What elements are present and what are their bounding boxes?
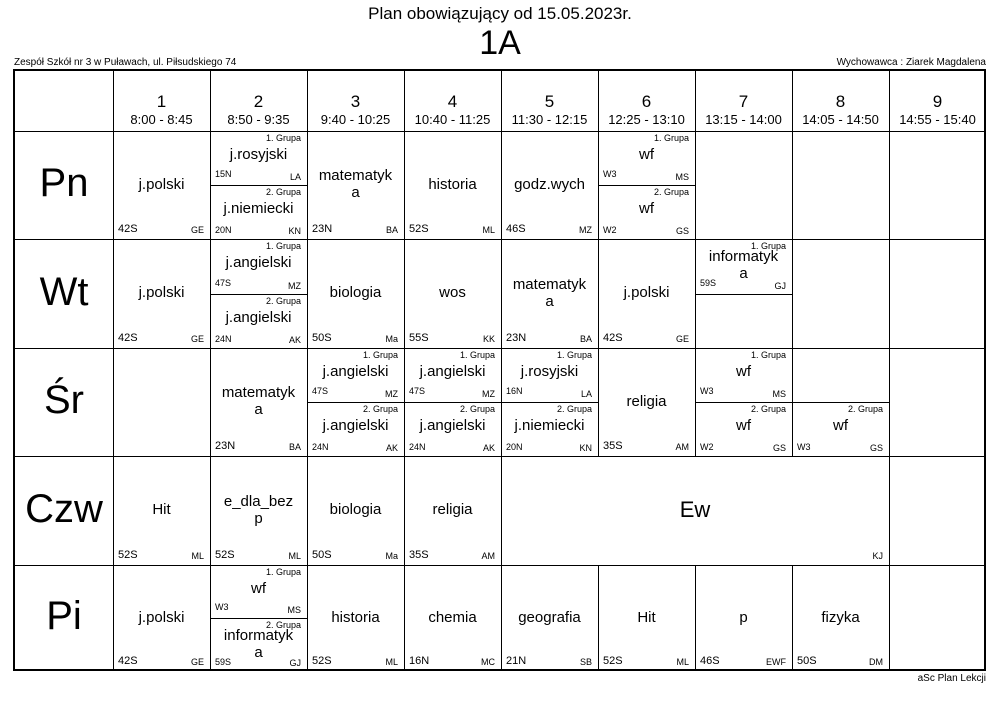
- room-label: 52S: [409, 223, 429, 235]
- room-label: 23N: [506, 332, 527, 344]
- day-label: Wt: [39, 269, 89, 314]
- teacher-code: ML: [482, 225, 495, 235]
- room-label: 52S: [603, 655, 623, 667]
- row-divider: [15, 565, 984, 566]
- period-time: 14:05 - 14:50: [802, 112, 879, 127]
- class-name: 1A: [479, 24, 521, 62]
- room-label: 35S: [603, 440, 623, 452]
- room-label: 20N: [215, 225, 232, 235]
- teacher-code: Ma: [385, 334, 398, 344]
- room-label: 23N: [215, 440, 236, 452]
- group-divider: [598, 185, 695, 186]
- room-label: 24N: [215, 334, 232, 344]
- lesson-subject: j.angielski: [322, 363, 389, 380]
- teacher-code: GE: [190, 334, 204, 344]
- teacher-code: GJ: [289, 658, 301, 668]
- lesson-subject: matematyk a: [512, 275, 587, 310]
- teacher-code: LA: [289, 172, 301, 182]
- teacher-code: GJ: [774, 281, 786, 291]
- teacher-code: MC: [481, 657, 495, 667]
- teacher-code: BA: [288, 442, 301, 452]
- group-label: 1. Grupa: [459, 350, 495, 360]
- room-label: W3: [797, 442, 811, 452]
- period-number: 3: [350, 92, 361, 111]
- teacher-code: AK: [482, 443, 495, 453]
- school-name: Zespół Szkół nr 3 w Puławach, ul. Piłsudskiego 74: [14, 57, 237, 68]
- lesson-subject: j.angielski: [419, 417, 486, 434]
- room-label: 16N: [409, 655, 430, 667]
- group-label: 1. Grupa: [362, 350, 398, 360]
- teacher-code: AK: [288, 335, 301, 345]
- group-divider: [210, 294, 307, 295]
- teacher-code: EWF: [766, 657, 786, 667]
- group-label: 2. Grupa: [847, 404, 883, 414]
- lesson-subject: wf: [639, 146, 654, 163]
- teacher-code: MZ: [288, 281, 301, 291]
- teacher-code: GE: [190, 657, 204, 667]
- lesson-subject: informatyk a: [708, 248, 779, 282]
- teacher-code: GE: [190, 225, 204, 235]
- teacher-code: MZ: [482, 389, 495, 399]
- room-label: W3: [215, 602, 229, 612]
- footer-credit: aSc Plan Lekcji: [917, 673, 986, 684]
- period-number: 1: [156, 92, 167, 111]
- homeroom-teacher: Wychowawca : Ziarek Magdalena: [836, 57, 986, 68]
- group-label: 2. Grupa: [653, 187, 689, 197]
- period-time: 13:15 - 14:00: [705, 112, 782, 127]
- room-label: 42S: [603, 332, 623, 344]
- column-divider: [792, 71, 793, 669]
- room-label: 46S: [700, 655, 720, 667]
- group-label: 1. Grupa: [556, 350, 592, 360]
- group-label: 1. Grupa: [750, 241, 786, 251]
- day-label: Pi: [46, 594, 82, 638]
- lesson-subject: historia: [428, 175, 477, 193]
- room-label: W2: [603, 225, 617, 235]
- day-label: Pn: [39, 161, 89, 205]
- group-label: 2. Grupa: [265, 187, 301, 197]
- room-label: 24N: [409, 442, 426, 452]
- period-number: 2: [253, 92, 264, 111]
- lesson-subject: Ew: [679, 496, 711, 522]
- timetable-grid: [13, 69, 986, 671]
- room-label: W3: [700, 386, 714, 396]
- period-number: 8: [835, 92, 846, 111]
- lesson-subject: biologia: [329, 501, 382, 518]
- teacher-code: BA: [385, 225, 398, 235]
- room-label: 59S: [700, 278, 717, 288]
- group-divider: [695, 402, 792, 403]
- room-label: 52S: [118, 549, 138, 561]
- lesson-subject: j.rosyjski: [520, 363, 579, 380]
- lesson-subject: wf: [833, 417, 848, 434]
- teacher-code: SB: [579, 657, 592, 667]
- period-time: 10:40 - 11:25: [414, 112, 491, 127]
- lesson-subject: informatyk a: [223, 627, 294, 661]
- lesson-subject: p: [739, 608, 748, 626]
- lesson-subject: religia: [432, 501, 473, 518]
- room-label: 52S: [312, 655, 332, 667]
- period-time: 14:55 - 15:40: [899, 112, 976, 127]
- room-label: 59S: [215, 657, 232, 667]
- teacher-code: KK: [482, 334, 495, 344]
- column-divider: [113, 71, 114, 669]
- room-label: W3: [603, 169, 617, 179]
- teacher-code: ML: [676, 657, 689, 667]
- lesson-subject: matematyk a: [221, 384, 296, 418]
- room-label: 46S: [506, 223, 526, 235]
- lesson-subject: j.polski: [138, 284, 185, 301]
- lesson-subject: j.angielski: [225, 309, 292, 326]
- teacher-code: KN: [288, 226, 301, 236]
- teacher-code: GS: [675, 226, 689, 236]
- lesson-subject: j.polski: [623, 284, 670, 301]
- lesson-subject: godz.wych: [514, 175, 585, 193]
- room-label: 50S: [312, 549, 332, 561]
- group-divider: [307, 402, 404, 403]
- lesson-subject: wf: [736, 417, 751, 434]
- room-label: 16N: [506, 386, 523, 396]
- lesson-subject: j.polski: [138, 175, 185, 193]
- room-label: 55S: [409, 332, 429, 344]
- period-time: 12:25 - 13:10: [608, 112, 685, 127]
- group-label: 2. Grupa: [362, 404, 398, 414]
- period-number: 7: [738, 92, 749, 111]
- group-label: 2. Grupa: [459, 404, 495, 414]
- teacher-code: LA: [580, 389, 592, 399]
- lesson-subject: religia: [626, 392, 667, 410]
- lesson-subject: j.niemiecki: [514, 417, 585, 434]
- lesson-subject: j.angielski: [322, 417, 389, 434]
- group-label: 2. Grupa: [265, 296, 301, 306]
- lesson-subject: j.polski: [138, 608, 185, 626]
- group-label: 2. Grupa: [556, 404, 592, 414]
- room-label: 47S: [215, 278, 232, 288]
- room-label: 42S: [118, 332, 138, 344]
- lesson-subject: biologia: [329, 284, 382, 301]
- teacher-code: GE: [675, 334, 689, 344]
- room-label: 42S: [118, 655, 138, 667]
- room-label: 20N: [506, 442, 523, 452]
- lesson-subject: wf: [251, 580, 266, 597]
- room-label: 52S: [215, 549, 235, 561]
- lesson-subject: geografia: [518, 608, 581, 626]
- lesson-subject: Hit: [637, 608, 656, 626]
- lesson-subject: fizyka: [821, 608, 860, 626]
- lesson-subject: j.niemiecki: [223, 200, 294, 217]
- period-number: 4: [447, 92, 458, 111]
- period-number: 6: [641, 92, 652, 111]
- group-label: 2. Grupa: [750, 404, 786, 414]
- period-number: 9: [932, 92, 943, 111]
- lesson-subject: j.rosyjski: [229, 146, 288, 163]
- teacher-code: ML: [288, 551, 301, 561]
- teacher-code: AM: [481, 551, 495, 561]
- group-divider: [210, 618, 307, 619]
- group-divider: [792, 402, 889, 403]
- teacher-code: AM: [675, 442, 689, 452]
- group-divider: [404, 402, 501, 403]
- room-label: 23N: [312, 223, 333, 235]
- teacher-code: Ma: [385, 551, 398, 561]
- teacher-code: MS: [675, 172, 689, 182]
- room-label: 35S: [409, 549, 429, 561]
- group-label: 1. Grupa: [265, 241, 301, 251]
- teacher-code: MS: [772, 389, 786, 399]
- room-label: 42S: [118, 223, 138, 235]
- lesson-subject: j.angielski: [419, 363, 486, 380]
- room-label: 47S: [312, 386, 329, 396]
- lesson-subject: chemia: [428, 608, 477, 626]
- room-label: 15N: [215, 169, 232, 179]
- teacher-code: GS: [869, 443, 883, 453]
- row-divider: [15, 348, 984, 349]
- period-time: 8:00 - 8:45: [130, 112, 193, 127]
- plan-title: Plan obowiązujący od 15.05.2023r.: [368, 4, 632, 23]
- room-label: 50S: [312, 332, 332, 344]
- lesson-subject: wos: [439, 284, 466, 301]
- teacher-code: DM: [869, 657, 883, 667]
- period-time: 9:40 - 10:25: [320, 112, 391, 127]
- room-label: 24N: [312, 442, 329, 452]
- teacher-code: GS: [772, 443, 786, 453]
- group-label: 2. Grupa: [265, 620, 301, 630]
- row-divider: [15, 239, 984, 240]
- teacher-code: MZ: [579, 225, 592, 235]
- teacher-code: ML: [385, 657, 398, 667]
- room-label: 21N: [506, 655, 527, 667]
- room-label: 47S: [409, 386, 426, 396]
- room-label: W2: [700, 442, 714, 452]
- teacher-code: KJ: [872, 551, 883, 561]
- teacher-code: MZ: [385, 389, 398, 399]
- group-label: 1. Grupa: [265, 133, 301, 143]
- teacher-code: KN: [579, 443, 592, 453]
- lesson-subject: matematyk a: [318, 167, 393, 201]
- group-label: 1. Grupa: [653, 133, 689, 143]
- lesson-subject: Hit: [152, 501, 171, 518]
- teacher-code: MS: [287, 605, 301, 615]
- teacher-code: BA: [579, 334, 592, 344]
- lesson-subject: wf: [639, 200, 654, 217]
- group-divider: [501, 402, 598, 403]
- group-divider: [210, 185, 307, 186]
- lesson-subject: e_dla_bez p: [223, 492, 294, 527]
- lesson-subject: wf: [736, 363, 751, 380]
- group-label: 1. Grupa: [265, 567, 301, 577]
- lesson-subject: historia: [331, 608, 380, 626]
- teacher-code: AK: [385, 443, 398, 453]
- teacher-code: ML: [191, 551, 204, 561]
- column-divider: [889, 71, 890, 669]
- period-time: 11:30 - 12:15: [511, 112, 588, 127]
- group-divider: [695, 294, 792, 295]
- group-label: 1. Grupa: [750, 350, 786, 360]
- day-label: Śr: [44, 378, 84, 422]
- lesson-subject: j.angielski: [225, 254, 292, 271]
- period-number: 5: [544, 92, 555, 111]
- period-time: 8:50 - 9:35: [227, 112, 290, 127]
- room-label: 50S: [797, 655, 817, 667]
- row-divider: [15, 131, 984, 132]
- day-label: Czw: [25, 486, 103, 531]
